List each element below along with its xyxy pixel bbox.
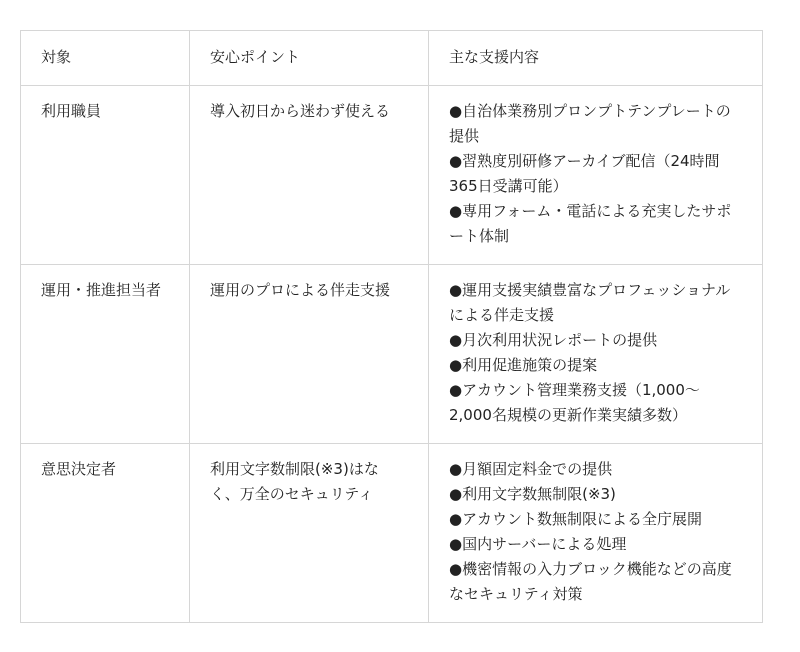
support-item: ●利用促進施策の提案 [449, 356, 598, 374]
table-row [21, 265, 763, 444]
row-support [429, 265, 763, 444]
header-point: 安心ポイント [190, 31, 429, 86]
row-target: 運用・推進担当者 [21, 265, 190, 444]
header-row [21, 31, 763, 86]
row-target: 意思決定者 [21, 444, 190, 623]
row-target: 利用職員 [21, 86, 190, 265]
support-item: ●利用文字数無制限(※3) [449, 485, 616, 503]
row-support [429, 86, 763, 265]
support-item: ●アカウント数無制限による全庁展開 [449, 510, 702, 528]
row-point: 導入初日から迷わず使える [190, 86, 429, 265]
support-item: ●月額固定料金での提供 [449, 460, 613, 478]
support-item: ●習熟度別研修アーカイブ配信（24時間365日受講可能） [449, 152, 720, 195]
row-point: 運用のプロによる伴走支援 [190, 265, 429, 444]
header-support: 主な支援内容 [429, 31, 763, 86]
table-row [21, 86, 763, 265]
row-support [429, 444, 763, 623]
support-item: ●国内サーバーによる処理 [449, 535, 627, 553]
table-row [21, 444, 763, 623]
row-point: 利用文字数制限(※3)はなく、万全のセキュリティ [190, 444, 429, 623]
support-table [20, 30, 763, 623]
support-item: ●運用支援実績豊富なプロフェッショナルによる伴走支援 [449, 281, 731, 324]
support-item: ●月次利用状況レポートの提供 [449, 331, 658, 349]
support-item: ●アカウント管理業務支援（1,000〜2,000名規模の更新作業実績多数） [449, 381, 700, 424]
support-item: ●機密情報の入力ブロック機能などの高度なセキュリティ対策 [449, 560, 732, 603]
support-item: ●自治体業務別プロンプトテンプレートの提供 [449, 102, 731, 145]
header-target: 対象 [21, 31, 190, 86]
support-item: ●専用フォーム・電話による充実したサポート体制 [449, 202, 732, 245]
